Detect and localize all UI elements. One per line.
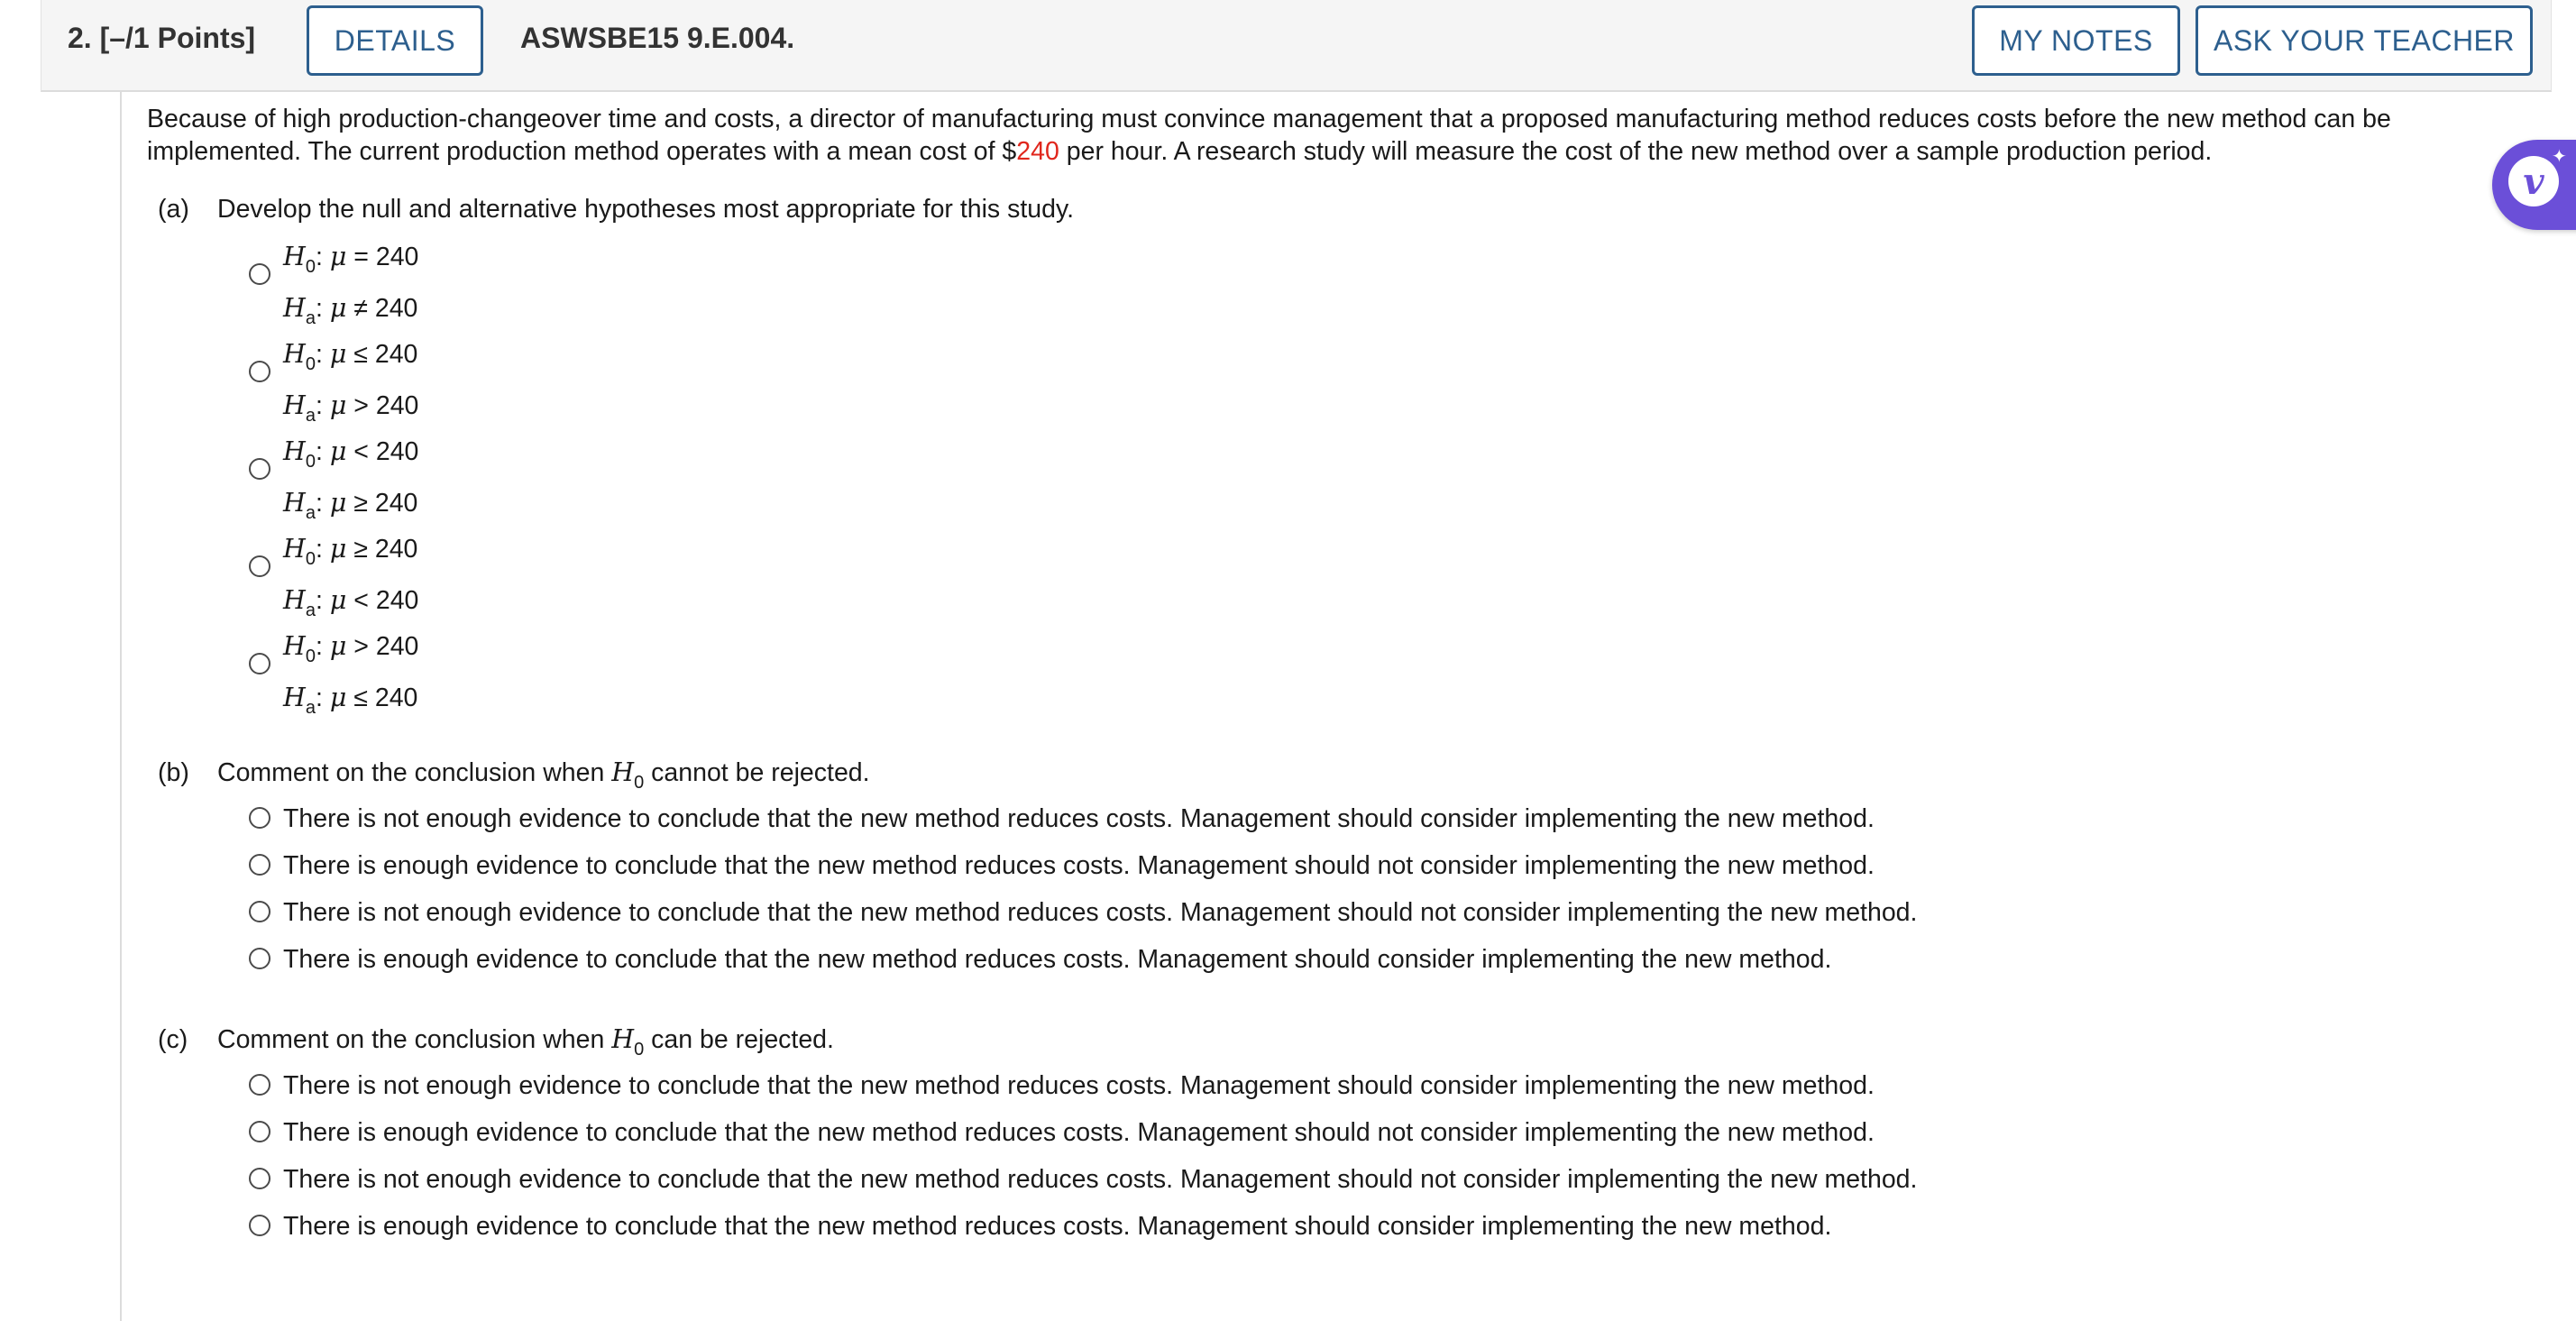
- assistant-icon: v: [2508, 156, 2559, 206]
- part-c-option-label: There is not enough evidence to conclude that the new method reduces costs. Management should not consider implementing the new method.: [283, 1165, 1918, 1194]
- part-b-option-label: There is not enough evidence to conclude that the new method reduces costs. Management should not consider implementing the new method.: [283, 898, 1918, 927]
- alternative-hypothesis: $H_a$: μ < 240: [283, 585, 419, 620]
- null-hypothesis: $H_0$: μ < 240: [283, 436, 419, 472]
- part-b-radio[interactable]: [249, 807, 270, 829]
- part-b-radio[interactable]: [249, 854, 270, 876]
- part-c-option-label: There is enough evidence to conclude that the new method reduces costs. Management should consider implementing the new method.: [283, 1212, 1832, 1241]
- part-a-radio[interactable]: [249, 653, 270, 674]
- question-code: ASWSBE15 9.E.004.: [520, 22, 795, 54]
- hypothesis-option: [283, 431, 418, 534]
- assistant-button[interactable]: [2492, 140, 2576, 230]
- part-c-prompt: (c) Comment on the conclusion when $H_0$ can be rejected.: [158, 1024, 834, 1060]
- mean-cost-value: 240: [1016, 137, 1059, 166]
- null-hypothesis: $H_0$: μ = 240: [283, 242, 419, 277]
- alternative-hypothesis: $H_a$: μ ≠ 240: [283, 293, 418, 328]
- part-a-radio[interactable]: [249, 555, 270, 577]
- part-b-radio[interactable]: [249, 901, 270, 922]
- part-a-radio[interactable]: [249, 458, 270, 480]
- part-c-option-label: There is not enough evidence to conclude that the new method reduces costs. Management should consider implementing the new method.: [283, 1071, 1875, 1100]
- part-c-radio[interactable]: [249, 1168, 270, 1189]
- alternative-hypothesis: $H_a$: μ ≥ 240: [283, 488, 418, 523]
- question-intro: Because of high production-changeover time and costs, a director of manufacturing must convince management that a proposed manufacturing method reduces costs before the new method can be implemented. The current production method operates with a mean cost of $240 per hour. A research study will measure the cost of the new method over a sample production period.: [147, 105, 2391, 166]
- hypothesis-option: [283, 626, 418, 729]
- hypothesis-option: [283, 334, 418, 436]
- part-c-radio[interactable]: [249, 1074, 270, 1096]
- question-number: 2. [–/1 Points]: [68, 22, 256, 54]
- part-a-radio[interactable]: [249, 263, 270, 285]
- null-hypothesis: $H_0$: μ > 240: [283, 631, 419, 666]
- part-b-radio[interactable]: [249, 948, 270, 969]
- sparkle-icon: ✦: [2552, 147, 2567, 167]
- alternative-hypothesis: $H_a$: μ ≤ 240: [283, 683, 418, 718]
- part-b-prompt: (b) Comment on the conclusion when $H_0$ cannot be rejected.: [158, 757, 870, 793]
- part-b-option-label: There is not enough evidence to conclude that the new method reduces costs. Management should consider implementing the new method.: [283, 804, 1875, 833]
- hypothesis-option: [283, 236, 418, 339]
- part-c-radio[interactable]: [249, 1121, 270, 1142]
- details-button[interactable]: DETAILS: [307, 5, 483, 76]
- part-b-option-label: There is enough evidence to conclude that the new method reduces costs. Management should consider implementing the new method.: [283, 945, 1832, 974]
- null-hypothesis: $H_0$: μ ≥ 240: [283, 534, 418, 569]
- part-a-radio[interactable]: [249, 361, 270, 382]
- null-hypothesis: $H_0$: μ ≤ 240: [283, 339, 418, 374]
- points-label: [–/1 Points]: [99, 22, 256, 54]
- part-b-option-label: There is enough evidence to conclude that the new method reduces costs. Management should not consider implementing the new method.: [283, 851, 1875, 880]
- part-c-option-label: There is enough evidence to conclude that the new method reduces costs. Management should not consider implementing the new method.: [283, 1118, 1875, 1147]
- hypothesis-option: [283, 528, 418, 631]
- part-a-prompt: (a) Develop the null and alternative hypotheses most appropriate for this study.: [158, 195, 1075, 224]
- part-c-radio[interactable]: [249, 1215, 270, 1236]
- alternative-hypothesis: $H_a$: μ > 240: [283, 390, 419, 426]
- my-notes-button[interactable]: MY NOTES: [1972, 5, 2180, 76]
- ask-teacher-button[interactable]: ASK YOUR TEACHER: [2196, 5, 2533, 76]
